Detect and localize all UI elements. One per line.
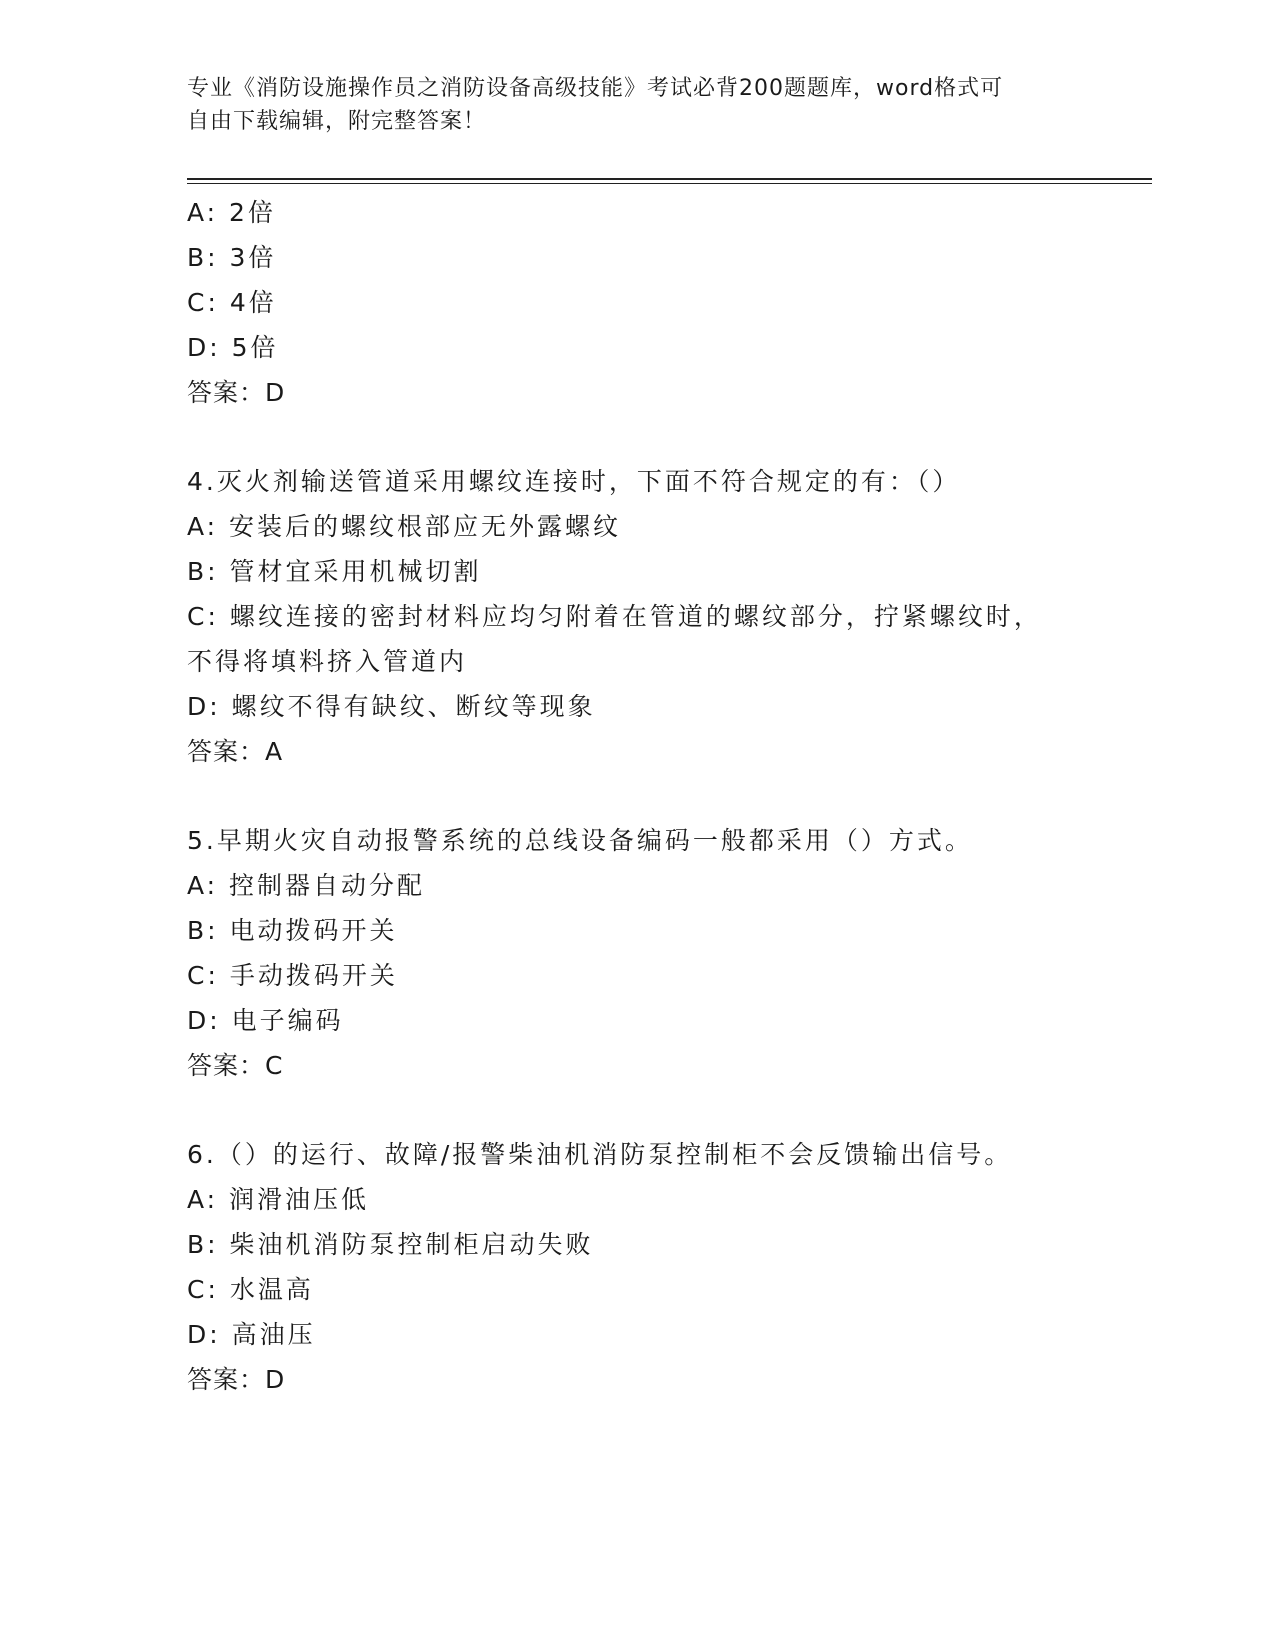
option-b: B: 管材宜采用机械切割 [187, 557, 482, 586]
question-spacer [187, 1088, 1067, 1132]
option-a: A: 2倍 [187, 198, 276, 227]
option-b: B: 电动拨码开关 [187, 916, 398, 945]
option-a: A: 控制器自动分配 [187, 871, 426, 900]
option-c: C: 螺纹连接的密封材料应均匀附着在管道的螺纹部分，拧紧螺纹时， [187, 602, 1042, 631]
option-c: C: 水温高 [187, 1275, 314, 1304]
option-a: A: 安装后的螺纹根部应无外露螺纹 [187, 512, 622, 541]
header-line-2: 自由下载编辑，附完整答案！ [187, 109, 487, 134]
answer-line: 答案：D [187, 378, 286, 407]
option-a: A: 润滑油压低 [187, 1185, 370, 1214]
question-4 [187, 459, 1067, 774]
question-spacer [187, 415, 1067, 459]
answer-line: 答案：D [187, 1365, 286, 1394]
option-c-continuation: 不得将填料挤入管道内 [187, 647, 468, 676]
option-d: D: 电子编码 [187, 1006, 344, 1035]
option-d: D: 5倍 [187, 333, 279, 362]
option-b: B: 3倍 [187, 243, 277, 272]
question-6 [187, 1132, 1067, 1402]
header-divider-thick [187, 178, 1152, 180]
option-b: B: 柴油机消防泵控制柜启动失败 [187, 1230, 594, 1259]
option-c: C: 4倍 [187, 288, 277, 317]
question-stem: 4.灭火剂输送管道采用螺纹连接时，下面不符合规定的有：（） [187, 467, 961, 496]
option-d: D: 高油压 [187, 1320, 316, 1349]
question-3 [187, 190, 1067, 415]
answer-line: 答案：C [187, 1051, 284, 1080]
question-stem: 6.（）的运行、故障/报警柴油机消防泵控制柜不会反馈输出信号。 [187, 1140, 1013, 1169]
header-divider-thin [187, 183, 1152, 184]
document-header [187, 72, 1067, 138]
question-5 [187, 818, 1067, 1088]
header-line-1: 专业《消防设施操作员之消防设备高级技能》考试必背200题题库，word格式可 [187, 76, 1004, 101]
option-d: D: 螺纹不得有缺纹、断纹等现象 [187, 692, 596, 721]
question-list [187, 190, 1067, 1402]
option-c: C: 手动拨码开关 [187, 961, 398, 990]
question-spacer [187, 774, 1067, 818]
answer-line: 答案：A [187, 737, 284, 766]
question-stem: 5.早期火灾自动报警系统的总线设备编码一般都采用（）方式。 [187, 826, 973, 855]
